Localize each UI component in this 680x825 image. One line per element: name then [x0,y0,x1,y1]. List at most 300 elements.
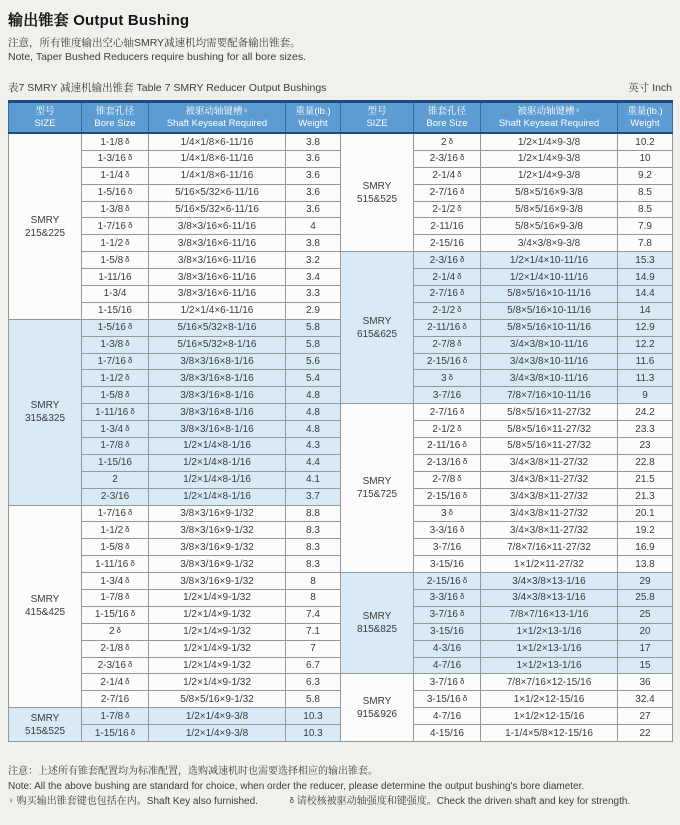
bore-size-cell: 3 δ [414,370,481,387]
keyseat-cell: 1/4×1/8×6-11/16 [149,150,286,167]
keyseat-cell: 1/2×1/4×9-3/8 [481,150,618,167]
bore-footnote-marker: δ [457,474,462,484]
bore-size-cell: 2-13/16 δ [414,454,481,471]
bore-footnote-marker: δ [448,508,453,517]
bore-footnote-marker: δ [130,609,136,619]
keyseat-cell: 1/2×1/4×8-1/16 [149,454,286,471]
bore-footnote-marker: δ [127,508,133,517]
bore-footnote-marker: δ [125,440,130,450]
bore-size-cell: 1-7/16 δ [82,353,149,370]
weight-cell: 8 [286,590,341,607]
col-header-weight-right [618,101,673,133]
weight-cell: 12.2 [618,336,673,353]
bore-footnote-marker: δ [125,254,130,264]
table-caption: 表7 SMRY 减速机输出锥套 Table 7 SMRY Reducer Output Bushings [8,81,327,94]
keyseat-cell: 3/8×3/16×8-1/16 [149,421,286,438]
keyseat-cell: 1×1/2×13-1/16 [481,657,618,674]
weight-cell: 22.8 [618,454,673,471]
keyseat-cell: 5/16×5/32×6-11/16 [149,184,286,201]
keyseat-cell: 1/2×1/4×9-1/32 [149,623,286,640]
keyseat-cell: 5/8×5/16×11-27/32 [481,421,618,438]
keyseat-cell: 5/16×5/32×6-11/16 [149,201,286,218]
weight-cell: 7.9 [618,218,673,235]
weight-cell: 14.4 [618,285,673,302]
bore-footnote-marker: δ [462,355,468,365]
bore-size-cell: 3-7/16 [414,387,481,404]
bore-footnote-marker: δ [125,170,130,180]
bore-size-cell: 1-3/4 δ [82,573,149,590]
bore-footnote-marker: δ [448,136,453,146]
keyseat-cell: 1/2×1/4×10-11/16 [481,252,618,269]
keyseat-cell: 5/8×5/16×10-11/16 [481,302,618,319]
keyseat-cell: 1/2×1/4×8-1/16 [149,438,286,455]
bore-size-cell: 1-3/4 [82,285,149,302]
keyseat-cell: 5/8×5/16×10-11/16 [481,285,618,302]
bore-size-cell: 2-1/2 δ [414,302,481,319]
bore-footnote-marker: δ [130,558,135,568]
weight-cell: 7.8 [618,235,673,252]
col-header-bore-zh: 锥套孔径 [427,105,466,117]
keyseat-cell: 3/4×3/8×10-11/16 [481,370,618,387]
bore-size-cell: 2-1/4 δ [414,269,481,286]
col-header-keyseat-en: Shaft Keyseat Required [166,117,268,129]
bore-footnote-marker: δ [130,406,135,416]
bore-size-cell: 1-15/16 [82,302,149,319]
table-row [9,404,673,421]
keyseat-cell: 5/8×5/16×9-3/8 [481,201,618,218]
keyseat-cell: 3/8×3/16×6-11/16 [149,235,286,252]
keyseat-cell: 1/2×1/4×8-1/16 [149,488,286,505]
weight-cell: 32.4 [618,691,673,708]
bore-footnote-marker: δ [457,271,462,281]
weight-cell: 10.2 [618,133,673,150]
keyseat-cell: 7/8×7/16×12-15/16 [481,674,618,691]
col-header-weight-en: Weight [298,117,328,129]
bore-size-cell: 1-1/4 δ [82,167,149,184]
bore-size-cell: 2-7/8 δ [414,471,481,488]
bore-footnote-marker: δ [127,153,133,163]
bore-size-cell: 3-15/16 δ [414,691,481,708]
intro-note-zh: 注意，所有锥度输出空心轴SMRY减速机均需要配备输出锥套。 [8,37,301,49]
keyseat-cell: 1/2×1/4×10-11/16 [481,269,618,286]
bore-footnote-marker: δ [459,254,465,264]
keyseat-cell: 5/8×5/16×9-3/8 [481,218,618,235]
bore-footnote-marker: δ [462,457,468,467]
keyseat-cell: 7/8×7/16×13-1/16 [481,606,618,623]
bore-footnote-marker: δ [462,575,468,585]
weight-cell: 36 [618,674,673,691]
bore-size-cell: 2-7/8 δ [414,336,481,353]
weight-cell: 7.1 [286,623,341,640]
weight-cell: 4.8 [286,387,341,404]
bore-footnote-marker: δ [125,592,130,602]
bore-size-cell: 1-11/16 δ [82,404,149,421]
weight-cell: 19.2 [618,522,673,539]
weight-cell: 20.1 [618,505,673,522]
bore-size-cell: 2-7/16 [82,691,149,708]
keyseat-cell: 1/2×1/4×9-3/8 [149,708,286,725]
keyseat-cell: 1×1/2×12-15/16 [481,691,618,708]
footer-note-zh: 注意：上述所有锥套配置均为标准配置，选购减速机时也需要选择相应的输出锥套。 [8,766,378,778]
bore-size-cell: 1-15/16 δ [82,725,149,742]
bore-size-cell: 1-5/8 δ [82,539,149,556]
bore-footnote-marker: δ [125,676,130,686]
bore-size-cell: 3-7/16 δ [414,674,481,691]
weight-cell: 11.3 [618,370,673,387]
bore-footnote-marker: δ [448,372,453,382]
weight-cell: 9.2 [618,167,673,184]
col-header-weight-en: Weight [630,117,660,129]
col-header-keyseat-left [149,101,286,133]
bore-footnote-marker: δ [457,305,462,315]
weight-cell: 7.4 [286,606,341,623]
weight-cell: 13.8 [618,556,673,573]
weight-cell: 20 [618,623,673,640]
bore-footnote-marker: δ [125,372,130,382]
weight-cell: 8.5 [618,184,673,201]
bore-footnote-marker: δ [127,660,133,670]
col-header-weight-zh: 重量(lb.) [295,105,331,117]
col-header-size-left [9,101,82,133]
col-header-weight-left [286,101,341,133]
bore-size-cell: 2-15/16 [414,235,481,252]
col-header-size-zh: 型号 [35,105,55,117]
bore-footnote-marker: δ [125,203,130,213]
bore-size-cell: 2-1/4 δ [82,674,149,691]
size-group-cell: SMRY 715&725 [341,404,414,573]
weight-cell: 16.9 [618,539,673,556]
bore-footnote-marker: δ [125,237,130,247]
keyseat-cell: 1/2×1/4×8-1/16 [149,471,286,488]
keyseat-cell: 5/8×5/16×11-27/32 [481,404,618,421]
bore-size-cell: 1-5/8 δ [82,252,149,269]
keyseat-footnote-marker: ♀ [8,796,14,806]
bore-size-cell: 2-1/4 δ [414,167,481,184]
bore-footnote-marker: δ [125,389,130,399]
keyseat-cell: 1/2×1/4×9-3/8 [481,167,618,184]
bore-footnote-marker: δ [116,626,121,636]
bore-size-cell: 2-7/16 δ [414,184,481,201]
weight-cell: 4 [286,218,341,235]
weight-cell: 10.3 [286,725,341,742]
bore-size-cell: 1-15/16 [82,454,149,471]
size-group-cell: SMRY 215&225 [9,133,82,319]
keyseat-cell: 3/8×3/16×6-11/16 [149,269,286,286]
col-header-bore-right [414,101,481,133]
keyseat-cell: 5/8×5/16×9-3/8 [481,184,618,201]
weight-cell: 17 [618,640,673,657]
bore-size-cell: 1-1/8 δ [82,133,149,150]
bore-size-cell: 1-3/16 δ [82,150,149,167]
bore-size-cell: 3-3/16 δ [414,590,481,607]
bore-footnote-marker: δ [125,541,130,551]
bore-footnote-marker: δ [462,322,467,332]
weight-cell: 6.7 [286,657,341,674]
bore-footnote-marker: δ [457,423,462,433]
keyseat-cell: 3/8×3/16×8-1/16 [149,404,286,421]
bore-size-cell: 3 δ [414,505,481,522]
table-row [9,573,673,590]
col-header-size-zh: 型号 [367,105,387,117]
bore-size-cell: 1-1/2 δ [82,522,149,539]
col-header-size-en: SIZE [34,117,56,129]
weight-cell: 21.3 [618,488,673,505]
keyseat-cell: 5/8×5/16×9-1/32 [149,691,286,708]
keyseat-cell: 3/4×3/8×13-1/16 [481,573,618,590]
bore-footnote-marker: δ [459,187,465,197]
weight-cell: 4.8 [286,421,341,438]
bore-footnote-marker: δ [127,355,133,365]
size-group-cell: SMRY 515&525 [9,708,82,742]
keyseat-cell: 1×1/2×12-15/16 [481,708,618,725]
weight-cell: 14.9 [618,269,673,286]
bore-size-cell: 2-15/16 δ [414,488,481,505]
page-title [8,9,672,30]
keyseat-cell: 3/8×3/16×6-11/16 [149,252,286,269]
bore-size-cell: 1-7/8 δ [82,590,149,607]
weight-cell: 4.3 [286,438,341,455]
bore-footnote-marker: δ [130,727,136,737]
bore-footnote-marker: δ [459,609,465,619]
weight-cell: 9 [618,387,673,404]
col-header-keyseat-en: Shaft Keyseat Required [498,117,600,129]
caption-row [8,80,672,95]
table-row [9,674,673,691]
bore-footnote-marker: δ [462,440,467,450]
keyseat-cell: 1/2×1/4×9-1/32 [149,674,286,691]
keyseat-cell: 5/8×5/16×10-11/16 [481,319,618,336]
bore-size-cell: 1-7/8 δ [82,708,149,725]
bore-footnote-marker: δ [459,406,465,416]
keyseat-cell: 1/2×1/4×9-1/32 [149,640,286,657]
bore-size-cell: 3-3/16 δ [414,522,481,539]
keyseat-cell: 3/8×3/16×9-1/32 [149,505,286,522]
weight-cell: 4.4 [286,454,341,471]
col-header-bore-zh: 锥套孔径 [95,105,134,117]
bore-footnote-marker: δ [462,491,468,501]
bore-size-cell: 3-15/16 [414,556,481,573]
bore-footnote-marker: δ [125,710,130,720]
unit-label: 英寸 Inch [628,81,672,94]
weight-cell: 10.3 [286,708,341,725]
weight-cell: 3.6 [286,167,341,184]
bore-footnote-marker: δ [462,693,468,703]
keyseat-cell: 3/4×3/8×9-3/8 [481,235,618,252]
bore-footnote-marker: δ [457,339,462,349]
bore-size-cell: 4-15/16 [414,725,481,742]
keyseat-cell: 3/4×3/8×11-27/32 [481,471,618,488]
keyseat-cell: 7/8×7/16×11-27/32 [481,539,618,556]
weight-cell: 5.4 [286,370,341,387]
bore-size-cell: 2-11/16 δ [414,438,481,455]
keyseat-cell: 1-1/4×5/8×12-15/16 [481,725,618,742]
keyseat-cell: 3/4×3/8×10-11/16 [481,336,618,353]
keyseat-cell: 1/2×1/4×9-3/8 [149,725,286,742]
bore-size-cell: 4-3/16 [414,640,481,657]
weight-cell: 8.3 [286,522,341,539]
keyseat-cell: 3/8×3/16×8-1/16 [149,370,286,387]
keyseat-cell: 1/2×1/4×9-1/32 [149,590,286,607]
size-group-cell: SMRY 515&525 [341,133,414,251]
bore-footnote-marker: δ [125,423,130,433]
keyseat-cell: 3/8×3/16×9-1/32 [149,539,286,556]
bore-footnote-marker: δ [459,592,465,602]
weight-cell: 2.9 [286,302,341,319]
bore-size-cell: 3-7/16 δ [414,606,481,623]
weight-cell: 5.8 [286,336,341,353]
bore-size-cell: 1-5/8 δ [82,387,149,404]
weight-cell: 3.6 [286,201,341,218]
bore-footnote-marker: δ [125,643,130,653]
bore-footnote-marker: δ [125,136,130,146]
weight-cell: 5.6 [286,353,341,370]
weight-cell: 3.4 [286,269,341,286]
keyseat-cell: 1×1/2×13-1/16 [481,640,618,657]
keyseat-cell: 1/4×1/8×6-11/16 [149,133,286,150]
weight-cell: 3.8 [286,235,341,252]
weight-cell: 3.3 [286,285,341,302]
bore-footnote-marker: δ [127,322,133,332]
keyseat-cell: 1/2×1/4×9-1/32 [149,606,286,623]
weight-cell: 6.3 [286,674,341,691]
col-header-keyseat-zh: 被驱动轴键槽♀ [185,105,249,117]
size-group-cell: SMRY 915&926 [341,674,414,742]
weight-cell: 15.3 [618,252,673,269]
footnote-bore-text: 请校核被驱动轴强度和键强度。Check the driven shaft and key for strength. [296,796,631,808]
keyseat-cell: 7/8×7/16×10-11/16 [481,387,618,404]
keyseat-cell: 5/16×5/32×8-1/16 [149,319,286,336]
weight-cell: 11.6 [618,353,673,370]
output-bushings-table [8,100,673,742]
bore-size-cell: 2-15/16 δ [414,353,481,370]
keyseat-cell: 3/8×3/16×9-1/32 [149,556,286,573]
bore-size-cell: 2-3/16 δ [82,657,149,674]
col-header-keyseat-zh: 被驱动轴键槽♀ [517,105,581,117]
weight-cell: 22 [618,725,673,742]
bore-size-cell: 2-1/2 δ [414,201,481,218]
footnote-line [8,794,672,809]
keyseat-cell: 3/4×3/8×11-27/32 [481,505,618,522]
keyseat-cell: 1×1/2×11-27/32 [481,556,618,573]
weight-cell: 27 [618,708,673,725]
bore-size-cell: 1-5/16 δ [82,184,149,201]
bore-size-cell: 1-11/16 [82,269,149,286]
bore-size-cell: 2 [82,471,149,488]
keyseat-footnote-marker: ♀ [574,105,581,115]
weight-cell: 29 [618,573,673,590]
weight-cell: 4.1 [286,471,341,488]
keyseat-cell: 1/2×1/4×6-11/16 [149,302,286,319]
footnote-key-text: 购买输出锥套键也包括在内。Shaft Key also furnished. [16,796,258,808]
page-title-zh: 输出锥套 [8,12,69,29]
bore-size-cell: 1-5/16 δ [82,319,149,336]
size-group-cell: SMRY 815&825 [341,573,414,674]
bore-footnote-marker: δ [459,288,465,298]
weight-cell: 5.8 [286,319,341,336]
bore-size-cell: 2-11/16 [414,218,481,235]
footer-note-en: Note: All the above bushing are standard for choice, when order the reducer, please determine the output bushing's bore diameter. [8,781,585,793]
bore-size-cell: 1-7/16 δ [82,505,149,522]
bore-footnote-marker: δ [457,203,462,213]
bore-size-cell: 2-3/16 [82,488,149,505]
weight-cell: 3.6 [286,184,341,201]
bore-size-cell: 1-3/4 δ [82,421,149,438]
weight-cell: 3.7 [286,488,341,505]
bore-size-cell: 1-3/8 δ [82,201,149,218]
bore-footnote-marker: δ [289,796,294,806]
weight-cell: 5.8 [286,691,341,708]
col-header-weight-zh: 重量(lb.) [627,105,663,117]
size-group-cell: SMRY 615&625 [341,252,414,404]
footer-notes [8,764,672,809]
col-header-bore-left [82,101,149,133]
keyseat-cell: 1×1/2×13-1/16 [481,623,618,640]
col-header-keyseat-right [481,101,618,133]
weight-cell: 23.3 [618,421,673,438]
bore-footnote-marker: δ [459,676,465,686]
keyseat-cell: 5/16×5/32×8-1/16 [149,336,286,353]
weight-cell: 3.6 [286,150,341,167]
bore-footnote-marker: δ [459,524,465,534]
weight-cell: 12.9 [618,319,673,336]
bore-footnote-marker: δ [125,524,130,534]
bore-size-cell: 2 δ [82,623,149,640]
bore-size-cell: 4-7/16 [414,708,481,725]
bore-footnote-marker: δ [457,170,462,180]
table-row [9,252,673,269]
bore-size-cell: 2 δ [414,133,481,150]
weight-cell: 21.5 [618,471,673,488]
intro-note-en: Note, Taper Bushed Reducers require bushing for all bore sizes. [8,50,307,63]
keyseat-cell: 3/8×3/16×8-1/16 [149,387,286,404]
table-header-row [9,101,673,133]
bore-size-cell: 2-1/2 δ [414,421,481,438]
weight-cell: 10 [618,150,673,167]
bore-size-cell: 2-11/16 δ [414,319,481,336]
weight-cell: 8.3 [286,539,341,556]
keyseat-cell: 1/2×1/4×9-3/8 [481,133,618,150]
page-title-en: Output Bushing [73,12,190,29]
keyseat-cell: 3/8×3/16×9-1/32 [149,573,286,590]
keyseat-cell: 3/4×3/8×10-11/16 [481,353,618,370]
weight-cell: 25.8 [618,590,673,607]
bore-footnote-marker: δ [125,575,130,585]
keyseat-cell: 3/4×3/8×13-1/16 [481,590,618,607]
bore-size-cell: 2-3/16 δ [414,252,481,269]
col-header-size-en: SIZE [366,117,388,129]
keyseat-cell: 5/8×5/16×11-27/32 [481,438,618,455]
keyseat-cell: 1/2×1/4×9-1/32 [149,657,286,674]
weight-cell: 3.2 [286,252,341,269]
keyseat-cell: 3/4×3/8×11-27/32 [481,522,618,539]
bore-size-cell: 2-15/16 δ [414,573,481,590]
bore-size-cell: 2-1/8 δ [82,640,149,657]
keyseat-cell: 1/4×1/8×6-11/16 [149,167,286,184]
col-header-bore-en: Bore Size [94,117,136,129]
weight-cell: 8.5 [618,201,673,218]
bore-footnote-marker: δ [125,339,130,349]
bore-size-cell: 1-7/16 δ [82,218,149,235]
keyseat-cell: 3/4×3/8×11-27/32 [481,488,618,505]
weight-cell: 8.3 [286,556,341,573]
weight-cell: 24.2 [618,404,673,421]
bore-size-cell: 2-7/16 δ [414,404,481,421]
bore-size-cell: 1-7/8 δ [82,438,149,455]
bore-size-cell: 4-7/16 [414,657,481,674]
weight-cell: 3.8 [286,133,341,150]
bore-size-cell: 3-15/16 [414,623,481,640]
bore-size-cell: 1-15/16 δ [82,606,149,623]
